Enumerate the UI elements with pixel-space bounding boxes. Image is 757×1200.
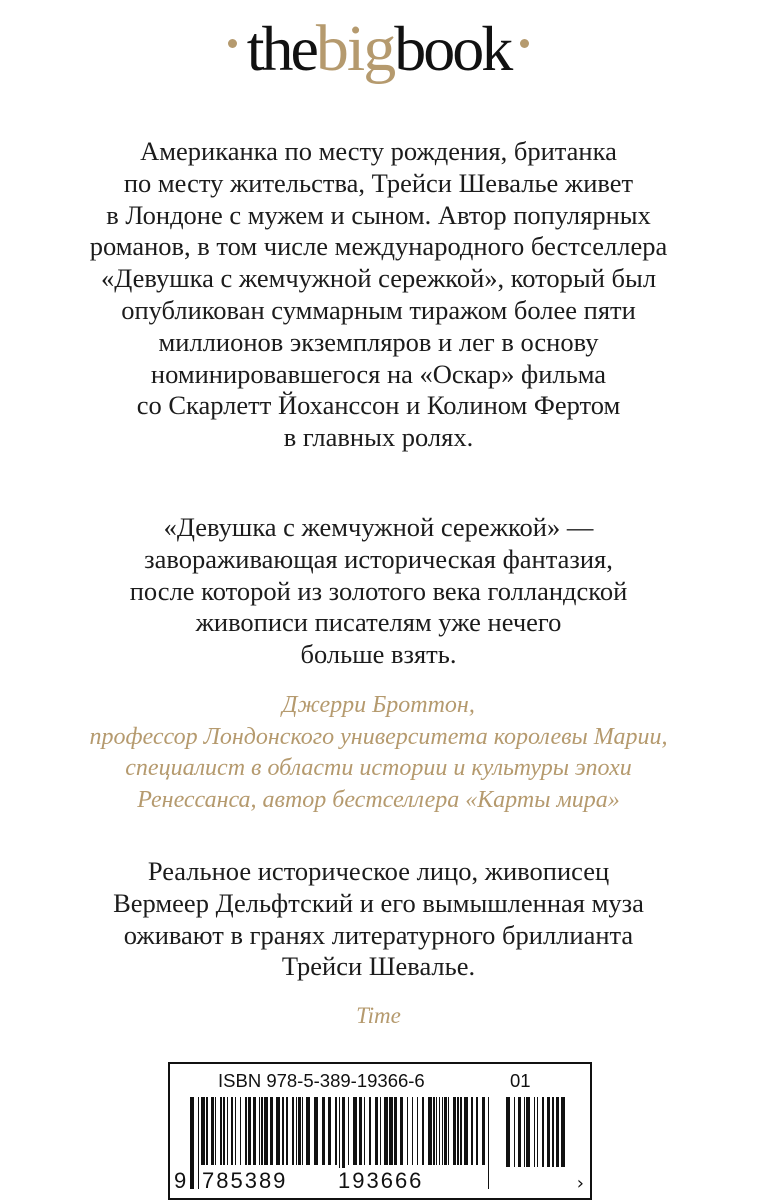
- text-line: Вермеер Дельфтский и его вымышленная муза: [113, 887, 644, 918]
- attribution-line: Time: [356, 1003, 401, 1028]
- quote-paragraph-2: [40, 856, 717, 983]
- text-line: номинировавшегося на «Оскар» фильма: [150, 358, 607, 389]
- text-line: миллионов экземпляров и лег в основу: [158, 326, 599, 357]
- quote-paragraph-1: [40, 512, 717, 671]
- logo-big: big: [315, 12, 395, 85]
- about-author-paragraph: [40, 136, 717, 454]
- text-line: «Девушка с жемчужной сережкой», который был: [100, 263, 657, 294]
- quote-attribution-1: [20, 690, 737, 816]
- text-line: «Девушка с жемчужной сережкой» —: [163, 512, 594, 542]
- text-line: в Лондоне с мужем и сыном. Автор популярных: [106, 199, 651, 230]
- text-line: оживают в гранях литературного бриллианта: [123, 919, 634, 950]
- logo: [0, 4, 757, 94]
- logo-book: book: [394, 13, 511, 84]
- text-line: Трейси Шевалье.: [281, 951, 476, 982]
- text-line: больше взять.: [300, 639, 457, 670]
- ean-right-group: 193666: [338, 1168, 424, 1193]
- text-line: со Скарлетт Йоханссон и Колином Фертом: [136, 390, 621, 421]
- attribution-line: профессор Лондонского университета королевы Марии,: [89, 723, 668, 750]
- isbn-label: ISBN 978-5-389-19366-6: [218, 1070, 425, 1091]
- text-line: завораживающая историческая фантазия,: [144, 543, 613, 574]
- text-line: романов, в том числе международного бестселлера: [89, 231, 668, 262]
- attribution-line: Ренессанса, автор бестселлера «Карты мира»: [137, 786, 620, 813]
- text-line: опубликован суммарным тиражом более пяти: [121, 294, 636, 325]
- barcode-addon-bars: [506, 1097, 566, 1167]
- text-line: после которой из золотого века голландской: [129, 575, 628, 606]
- text-line: живописи писателям уже нечего: [195, 607, 562, 638]
- logo-the: the: [246, 13, 316, 84]
- text-line: по месту жительства, Трейси Шевалье живет: [123, 167, 634, 198]
- isbn-barcode: [168, 1062, 592, 1200]
- attribution-line: Джерри Броттон,: [282, 692, 475, 718]
- logo-dot-left: [228, 39, 237, 48]
- barcode-addon-label: 01: [510, 1070, 531, 1091]
- attribution-line: специалист в области истории и культуры эпохи: [125, 755, 632, 781]
- ean-left-group: 785389: [202, 1168, 288, 1193]
- text-line: Американка по месту рождения, британка: [140, 136, 617, 166]
- text-line: в главных ролях.: [283, 422, 474, 453]
- text-line: Реальное историческое лицо, живописец: [147, 856, 610, 886]
- quote-attribution-2: [20, 1000, 737, 1032]
- logo-dot-right: [520, 39, 529, 48]
- ean-first-digit: 9: [174, 1168, 187, 1193]
- addon-arrow-icon: ›: [576, 1173, 584, 1194]
